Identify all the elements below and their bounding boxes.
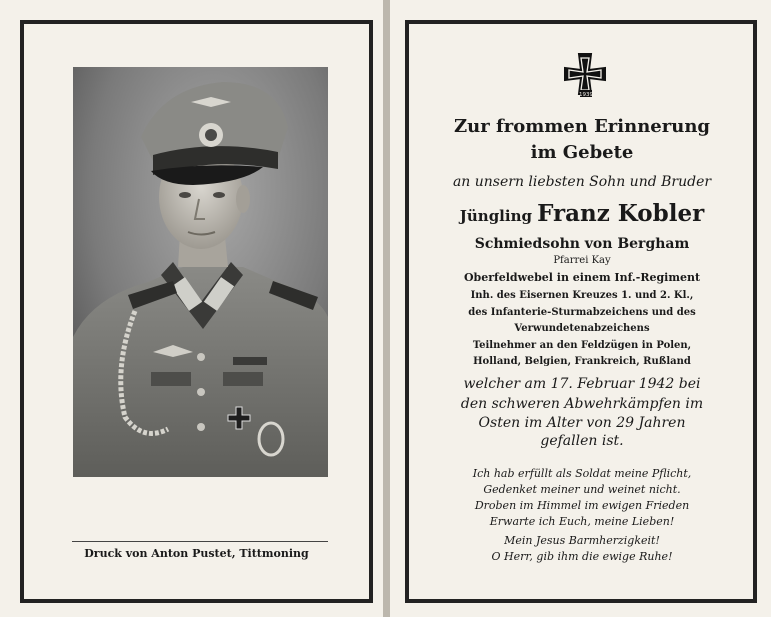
printer-divider-line	[72, 541, 328, 542]
death-line-2: den schweren Abwehrkämpfen im	[460, 396, 704, 412]
awards-line-1: Inh. des Eisernen Kreuzes 1. und 2. Kl.,	[470, 290, 694, 301]
origin-text: Schmiedsohn von Bergham	[474, 236, 690, 252]
verse-line-3: Droben im Himmel im ewigen Frieden	[474, 499, 690, 512]
death-line-4: gefallen ist.	[540, 433, 624, 449]
heading-line-2: im Gebete	[530, 142, 634, 163]
heading-line-1: Zur frommen Erinnerung	[453, 116, 711, 137]
awards-line-3: Verwundetenabzeichens	[514, 323, 650, 334]
name-line	[410, 200, 754, 227]
awards-line-2: des Infanterie-Sturmabzeichens und des	[468, 307, 696, 318]
printer-credit: Druck von Anton Pustet, Tittmoning	[84, 547, 309, 560]
deceased-name: Franz Kobler	[537, 200, 705, 227]
verse-line-2: Gedenket meiner und weinet nicht.	[483, 483, 681, 496]
dedication-text: an unsern liebsten Sohn und Bruder	[452, 174, 712, 190]
campaigns-line-1: Teilnehmer an den Feldzügen in Polen,	[472, 340, 692, 351]
campaigns-line-2: Holland, Belgien, Frankreich, Rußland	[473, 356, 691, 367]
prayer-line-2: O Herr, gib ihm die ewige Ruhe!	[491, 550, 673, 563]
iron-cross-icon	[559, 52, 611, 104]
soldier-portrait-photo	[73, 67, 328, 477]
name-prefix: Jüngling	[459, 207, 532, 225]
portrait-illustration	[73, 67, 328, 477]
parish-text: Pfarrei Kay	[553, 255, 611, 266]
rank-text: Oberfeldwebel in einem Inf.-Regiment	[463, 271, 701, 284]
card-fold	[383, 0, 390, 617]
death-line-3: Osten im Alter von 29 Jahren	[478, 415, 686, 431]
death-line-1: welcher am 17. Februar 1942 bei	[463, 376, 701, 392]
verse-line-4: Erwarte ich Euch, meine Lieben!	[489, 515, 675, 528]
verse-line-1: Ich hab erfüllt als Soldat meine Pflicht,	[472, 467, 692, 480]
cross-year-label: 1939	[579, 92, 593, 98]
prayer-line-1: Mein Jesus Barmherzigkeit!	[504, 534, 660, 547]
